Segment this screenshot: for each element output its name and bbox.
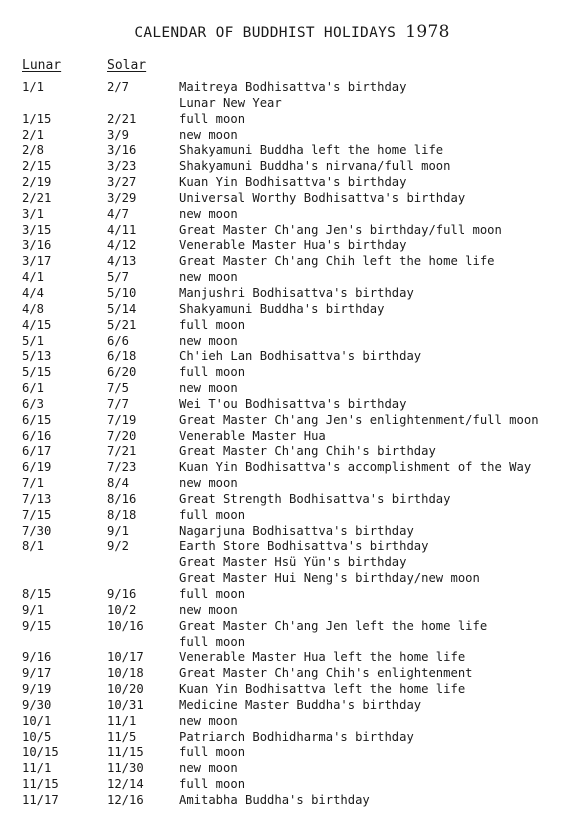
holiday-event: new moon — [179, 381, 238, 396]
solar-date: 9/2 — [107, 539, 130, 554]
holiday-row — [0, 524, 584, 540]
lunar-date: 2/19 — [22, 175, 52, 190]
title-year: 1978 — [405, 22, 450, 42]
lunar-date: 11/1 — [22, 761, 52, 776]
solar-date: 4/7 — [107, 206, 130, 221]
holiday-row — [0, 238, 584, 254]
holiday-event: Venerable Master Hua left the home life — [179, 650, 466, 665]
holiday-row — [0, 666, 584, 682]
holiday-row — [0, 761, 584, 777]
holiday-event: Great Master Ch'ang Chih's enlightenment — [179, 666, 473, 681]
holiday-event: new moon — [179, 333, 238, 348]
solar-date: 10/31 — [107, 697, 144, 712]
holiday-event: new moon — [179, 761, 238, 776]
holiday-event: Earth Store Bodhisattva's birthday — [179, 539, 429, 554]
holiday-event: Great Master Hsü Yün's birthday — [179, 555, 407, 570]
holiday-event: Nagarjuna Bodhisattva's birthday — [179, 523, 414, 538]
solar-date: 10/17 — [107, 650, 144, 665]
holiday-event: Ch'ieh Lan Bodhisattva's birthday — [179, 349, 422, 364]
lunar-date: 4/8 — [22, 301, 45, 316]
holiday-row — [0, 730, 584, 746]
solar-date: 11/1 — [107, 713, 137, 728]
holiday-list — [0, 80, 584, 809]
lunar-date: 7/15 — [22, 507, 52, 522]
holiday-row — [0, 793, 584, 809]
holiday-event: Shakyamuni Buddha's nirvana/full moon — [179, 159, 451, 174]
holiday-row — [0, 650, 584, 666]
holiday-event: Amitabha Buddha's birthday — [179, 792, 370, 807]
holiday-row — [0, 444, 584, 460]
holiday-row — [0, 413, 584, 429]
holiday-row — [0, 159, 584, 175]
solar-date: 10/2 — [107, 602, 137, 617]
holiday-row — [0, 302, 584, 318]
holiday-row — [0, 143, 584, 159]
solar-date: 12/14 — [107, 777, 144, 792]
lunar-date: 7/13 — [22, 491, 52, 506]
solar-date: 3/9 — [107, 127, 130, 142]
solar-date: 8/4 — [107, 476, 130, 491]
holiday-event: full moon — [179, 365, 246, 380]
holiday-row — [0, 429, 584, 445]
lunar-date: 2/1 — [22, 127, 45, 142]
lunar-date: 9/19 — [22, 682, 52, 697]
lunar-date: 5/13 — [22, 349, 52, 364]
holiday-event: new moon — [179, 476, 238, 491]
holiday-event: full moon — [179, 745, 246, 760]
holiday-row — [0, 603, 584, 619]
solar-date: 5/10 — [107, 285, 137, 300]
holiday-event: Maitreya Bodhisattva's birthday — [179, 80, 407, 94]
holiday-event: Shakyamuni Buddha left the home life — [179, 143, 444, 158]
holiday-row — [0, 80, 584, 96]
solar-date: 8/18 — [107, 507, 137, 522]
lunar-date: 6/19 — [22, 460, 52, 475]
lunar-date: 9/16 — [22, 650, 52, 665]
lunar-date: 3/17 — [22, 254, 52, 269]
holiday-row — [0, 96, 584, 112]
holiday-event: full moon — [179, 507, 246, 522]
holiday-row — [0, 698, 584, 714]
lunar-date: 2/15 — [22, 159, 52, 174]
holiday-event: Great Master Ch'ang Chih left the home life — [179, 254, 495, 269]
holiday-event: new moon — [179, 270, 238, 285]
holiday-row — [0, 334, 584, 350]
solar-date: 4/11 — [107, 222, 137, 237]
solar-date: 2/21 — [107, 111, 137, 126]
solar-date: 7/7 — [107, 396, 130, 411]
solar-column-header: Solar — [107, 58, 147, 73]
holiday-row — [0, 635, 584, 651]
holiday-event: Lunar New Year — [179, 95, 282, 110]
holiday-event: Venerable Master Hua — [179, 428, 326, 443]
holiday-event: new moon — [179, 127, 238, 142]
solar-date: 9/16 — [107, 587, 137, 601]
solar-date: 7/19 — [107, 412, 137, 427]
lunar-date: 6/15 — [22, 412, 52, 427]
holiday-row — [0, 492, 584, 508]
holiday-event: Great Master Ch'ang Jen's enlightenment/full moon — [179, 412, 539, 427]
holiday-event: new moon — [179, 206, 238, 221]
solar-date: 4/12 — [107, 238, 137, 253]
holiday-event: Shakyamuni Buddha's birthday — [179, 301, 385, 316]
lunar-date: 10/1 — [22, 713, 52, 728]
holiday-event: full moon — [179, 111, 246, 126]
holiday-event: Kuan Yin Bodhisattva's birthday — [179, 175, 407, 190]
lunar-date: 6/17 — [22, 444, 52, 459]
holiday-event: Venerable Master Hua's birthday — [179, 238, 407, 253]
lunar-date: 1/1 — [22, 80, 45, 94]
solar-date: 10/16 — [107, 618, 144, 633]
lunar-date: 9/30 — [22, 697, 52, 712]
lunar-column-header: Lunar — [22, 58, 62, 73]
holiday-row — [0, 397, 584, 413]
holiday-row — [0, 112, 584, 128]
holiday-row — [0, 745, 584, 761]
holiday-event: Great Master Ch'ang Jen left the home life — [179, 618, 488, 633]
solar-date: 3/23 — [107, 159, 137, 174]
lunar-date: 9/1 — [22, 602, 45, 617]
lunar-date: 4/1 — [22, 270, 45, 285]
holiday-event: Great Master Hui Neng's birthday/new moon — [179, 571, 480, 586]
lunar-date: 4/4 — [22, 285, 45, 300]
solar-date: 3/27 — [107, 175, 137, 190]
holiday-row — [0, 318, 584, 334]
lunar-date: 10/15 — [22, 745, 59, 760]
holiday-row — [0, 539, 584, 555]
lunar-date: 2/8 — [22, 143, 45, 158]
solar-date: 4/13 — [107, 254, 137, 269]
solar-date: 11/30 — [107, 761, 144, 776]
lunar-date: 9/15 — [22, 618, 52, 633]
solar-date: 11/15 — [107, 745, 144, 760]
solar-date: 5/14 — [107, 301, 137, 316]
solar-date: 3/16 — [107, 143, 137, 158]
holiday-row — [0, 777, 584, 793]
holiday-row — [0, 682, 584, 698]
solar-date: 6/20 — [107, 365, 137, 380]
holiday-row — [0, 349, 584, 365]
lunar-date: 8/15 — [22, 587, 52, 601]
solar-date: 7/23 — [107, 460, 137, 475]
solar-date: 11/5 — [107, 729, 137, 744]
lunar-date: 3/1 — [22, 206, 45, 221]
solar-date: 2/7 — [107, 80, 130, 94]
solar-date: 5/21 — [107, 317, 137, 332]
holiday-event: Kuan Yin Bodhisattva's accomplishment of the Way — [179, 460, 532, 475]
solar-date: 7/20 — [107, 428, 137, 443]
lunar-date: 5/1 — [22, 333, 45, 348]
holiday-row — [0, 460, 584, 476]
holiday-row — [0, 223, 584, 239]
holiday-row — [0, 381, 584, 397]
solar-date: 8/16 — [107, 491, 137, 506]
holiday-row — [0, 587, 584, 603]
lunar-date: 3/16 — [22, 238, 52, 253]
solar-date: 5/7 — [107, 270, 130, 285]
holiday-event: full moon — [179, 317, 246, 332]
solar-date: 9/1 — [107, 523, 130, 538]
title-text: CALENDAR OF BUDDHIST HOLIDAYS — [134, 25, 397, 41]
lunar-date: 7/30 — [22, 523, 52, 538]
holiday-event: Universal Worthy Bodhisattva's birthday — [179, 190, 466, 205]
holiday-row — [0, 207, 584, 223]
lunar-date: 2/21 — [22, 190, 52, 205]
holiday-row — [0, 619, 584, 635]
holiday-event: Kuan Yin Bodhisattva left the home life — [179, 682, 466, 697]
holiday-event: Great Master Ch'ang Chih's birthday — [179, 444, 436, 459]
lunar-date: 8/1 — [22, 539, 45, 554]
lunar-date: 6/1 — [22, 381, 45, 396]
solar-date: 3/29 — [107, 190, 137, 205]
holiday-row — [0, 191, 584, 207]
lunar-date: 10/5 — [22, 729, 52, 744]
lunar-date: 3/15 — [22, 222, 52, 237]
solar-date: 7/21 — [107, 444, 137, 459]
lunar-date: 7/1 — [22, 476, 45, 491]
holiday-event: Great Master Ch'ang Jen's birthday/full moon — [179, 222, 502, 237]
lunar-date: 11/17 — [22, 792, 59, 807]
holiday-event: full moon — [179, 634, 246, 649]
holiday-row — [0, 508, 584, 524]
holiday-row — [0, 476, 584, 492]
holiday-event: Manjushri Bodhisattva's birthday — [179, 285, 414, 300]
holiday-row — [0, 128, 584, 144]
holiday-event: new moon — [179, 713, 238, 728]
holiday-row — [0, 555, 584, 571]
holiday-event: full moon — [179, 587, 246, 601]
lunar-date: 4/15 — [22, 317, 52, 332]
lunar-date: 1/15 — [22, 111, 52, 126]
holiday-event: Great Strength Bodhisattva's birthday — [179, 491, 451, 506]
holiday-row — [0, 571, 584, 587]
solar-date: 7/5 — [107, 381, 130, 396]
lunar-date: 6/16 — [22, 428, 52, 443]
page-title — [0, 22, 584, 42]
lunar-date: 6/3 — [22, 396, 45, 411]
holiday-row — [0, 286, 584, 302]
solar-date: 10/20 — [107, 682, 144, 697]
holiday-row — [0, 175, 584, 191]
solar-date: 6/6 — [107, 333, 130, 348]
holiday-event: Patriarch Bodhidharma's birthday — [179, 729, 414, 744]
lunar-date: 5/15 — [22, 365, 52, 380]
holiday-event: full moon — [179, 777, 246, 792]
holiday-row — [0, 270, 584, 286]
lunar-date: 9/17 — [22, 666, 52, 681]
holiday-row — [0, 714, 584, 730]
holiday-row — [0, 365, 584, 381]
solar-date: 12/16 — [107, 792, 144, 807]
holiday-event: Wei T'ou Bodhisattva's birthday — [179, 396, 407, 411]
lunar-date: 11/15 — [22, 777, 59, 792]
holiday-event: Medicine Master Buddha's birthday — [179, 697, 422, 712]
solar-date: 6/18 — [107, 349, 137, 364]
solar-date: 10/18 — [107, 666, 144, 681]
holiday-row — [0, 254, 584, 270]
holiday-event: new moon — [179, 602, 238, 617]
